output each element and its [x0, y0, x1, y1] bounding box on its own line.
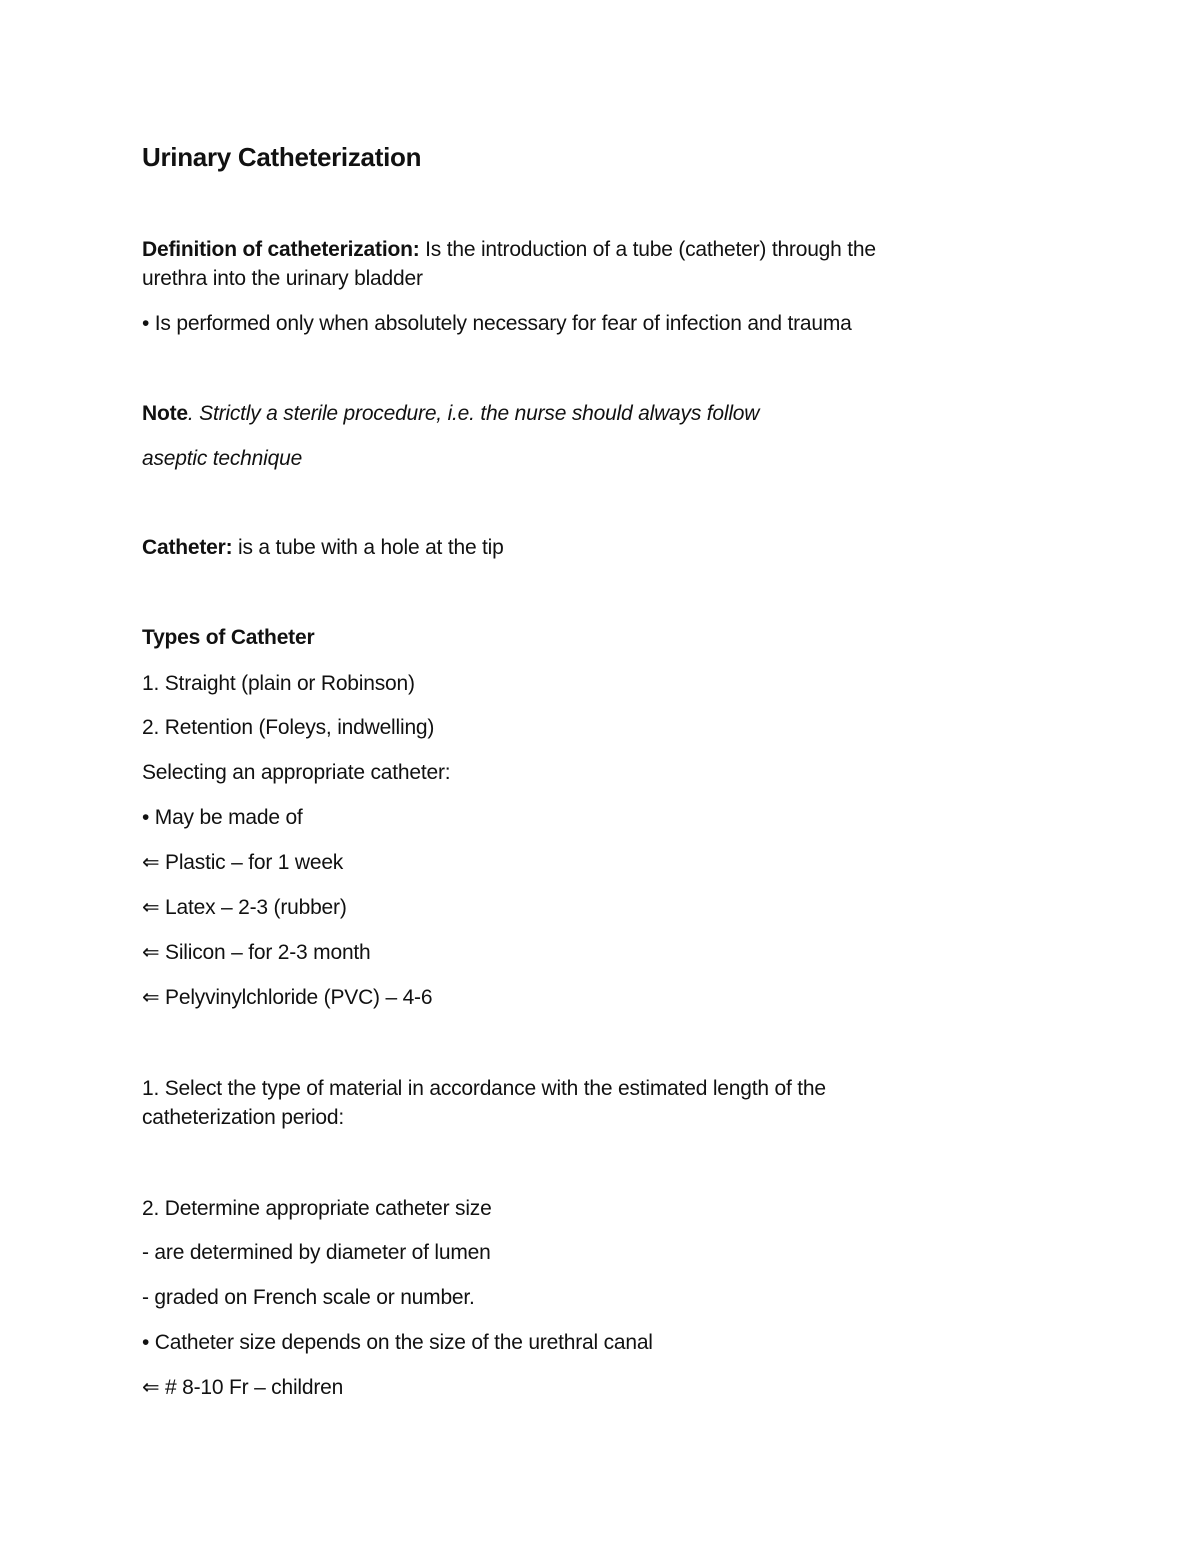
type-item: 2. Retention (Foleys, indwelling) [142, 716, 435, 739]
catheter-label: Catheter: [142, 536, 233, 559]
catheter-text: is a tube with a hole at the tip [232, 536, 504, 559]
note-label: Note [142, 402, 188, 425]
document-title: Urinary Catheterization [142, 142, 422, 172]
step1-line-2: catheterization period: [142, 1106, 345, 1129]
material-item: ⇐ Pelyvinylchloride (PVC) – 4-6 [142, 986, 433, 1009]
children-size-line: ⇐ # 8-10 Fr – children [142, 1376, 344, 1399]
type-item: 1. Straight (plain or Robinson) [142, 672, 415, 695]
step1-line: 1. Select the type of material in accordance with the estimated length of the [142, 1077, 826, 1100]
types-heading-text: Types of Catheter [142, 626, 315, 649]
note-line-2 [142, 445, 302, 473]
note-line [142, 400, 759, 428]
definition-label: Definition of catheterization: [142, 238, 420, 261]
made-of-bullet: • May be made of [142, 806, 303, 829]
definition-bullet: • Is performed only when absolutely necessary for fear of infection and trauma [142, 312, 852, 335]
material-item: ⇐ Silicon – for 2-3 month [142, 941, 371, 964]
catheter-line [142, 534, 504, 562]
lumen-line: - are determined by diameter of lumen [142, 1241, 491, 1264]
step2-line: 2. Determine appropriate catheter size [142, 1197, 492, 1220]
material-item: ⇐ Latex – 2-3 (rubber) [142, 896, 347, 919]
material-item: ⇐ Plastic – for 1 week [142, 851, 344, 874]
selecting-line: Selecting an appropriate catheter: [142, 761, 451, 784]
definition-line-2: urethra into the urinary bladder [142, 267, 423, 290]
definition-line [142, 236, 876, 264]
french-line: - graded on French scale or number. [142, 1286, 475, 1309]
types-heading [142, 624, 314, 652]
note-text-2: aseptic technique [142, 447, 303, 470]
definition-text: Is the introduction of a tube (catheter) through the [419, 238, 876, 261]
note-text: . Strictly a sterile procedure, i.e. the nurse should always follow [187, 402, 760, 425]
canal-bullet: • Catheter size depends on the size of the urethral canal [142, 1331, 653, 1354]
